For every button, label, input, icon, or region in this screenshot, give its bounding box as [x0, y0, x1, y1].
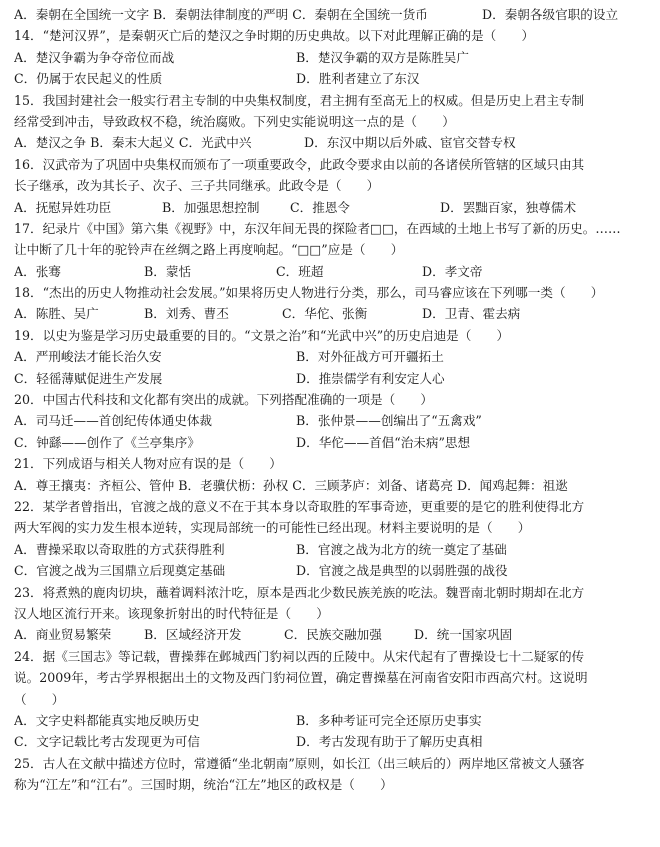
answer-option: B．刘秀、曹丕 — [144, 306, 229, 322]
question-text: 18．“杰出的历史人物推动社会发展。”如果将历史人物进行分类，那么，司马睿应该在下列哪一类（ ） — [14, 285, 604, 301]
text-line — [14, 197, 654, 218]
question-text: 汉人地区流行开来。该现象折射出的时代特征是（ ） — [14, 605, 329, 621]
text-line — [14, 646, 654, 667]
question-text: 25．古人在文献中描述方位时，常遵循“坐北朝南”原则，如长江（出三峡后的）两岸地区常被文人骚客 — [14, 755, 585, 771]
answer-option: D．官渡之战是典型的以弱胜强的战役 — [296, 563, 508, 579]
question-text: 20．中国古代科技和文化都有突出的成就。下列搭配准确的一项是（ ） — [14, 392, 434, 408]
text-line — [14, 346, 654, 367]
question-text: 称为“江左”和“江右”。三国时期，统治“江左”地区的政权是（ ） — [14, 777, 393, 793]
answer-option: B．多种考证可完全还原历史事实 — [296, 712, 482, 728]
answer-option: A．商业贸易繁荣 — [14, 627, 112, 643]
answer-option: B．对外征战方可开疆拓土 — [296, 349, 444, 365]
text-line — [14, 453, 654, 474]
text-line — [14, 710, 654, 731]
answer-option: D．华佗——首倡“治未病”思想 — [296, 434, 471, 450]
question-text: 两大军阀的实力发生根本逆转，实现局部统一的可能性已经出现。材料主要说明的是（ ） — [14, 520, 531, 536]
answer-option: A．张骞 — [14, 263, 61, 279]
answer-option: A．楚汉之争 B．秦末大起义 C．光武中兴 — [14, 135, 252, 151]
text-line — [14, 410, 654, 431]
question-text: 14．“楚河汉界”，是秦朝灭亡后的楚汉之争时期的历史典故。以下对此理解正确的是（ ） — [14, 28, 535, 44]
text-line — [14, 667, 654, 688]
exam-page — [14, 4, 654, 795]
question-text: 经常受到冲击，导致政权不稳，统治腐败。下列史实能说明这一点的是（ ） — [14, 113, 455, 129]
text-line — [14, 753, 654, 774]
answer-option: D．推崇儒学有利安定人心 — [296, 370, 445, 386]
text-line — [14, 47, 654, 68]
question-text: 21．下列成语与相关人物对应有误的是（ ） — [14, 456, 282, 472]
answer-option: B．区域经济开发 — [144, 627, 242, 643]
question-text: 24．据《三国志》等记载，曹操葬在邺城西门豹祠以西的丘陵中。从宋代起有了曹操设七十二疑冢的传 — [14, 648, 585, 664]
answer-option: A．陈胜、吴广 — [14, 306, 99, 322]
question-text: A．尊王攘夷：齐桓公、管仲 B．老骥伏枥：孙权 C．三顾茅庐：刘备、诸葛亮 D．闻鸡起舞：祖逖 — [14, 477, 568, 493]
answer-option: D．秦朝各级官职的设立 — [482, 7, 619, 22]
text-line — [14, 389, 654, 410]
text-line — [14, 689, 654, 710]
answer-option: D．东汉中期以后外戚、宦官交替专权 — [304, 135, 516, 151]
answer-option: A．文字史料都能真实地反映历史 — [14, 712, 200, 728]
answer-option: C．轻徭薄赋促进生产发展 — [14, 370, 163, 386]
answer-option: D．卫青、霍去病 — [422, 306, 521, 322]
text-line — [14, 154, 654, 175]
answer-option: C．推恩令 — [290, 199, 351, 215]
text-line — [14, 731, 654, 752]
question-text: 19．以史为鉴是学习历史最重要的目的。“文景之治”和“光武中兴”的历史启迪是（ ） — [14, 327, 510, 343]
text-line — [14, 517, 654, 538]
question-text: 22．某学者曾指出，官渡之战的意义不在于其本身以奇取胜的军事奇迹，更重要的是它的胜利使得北方 — [14, 498, 585, 514]
text-line — [14, 90, 654, 111]
question-text: 17．纪录片《中国》第六集《视野》中，东汉年间无畏的探险者□□，在西域的土地上书写了新的历史。…… — [14, 220, 621, 236]
question-text: 23．将煮熟的鹿肉切块，蘸着调料浓汁吃，原本是西北少数民族羌族的吃法。魏晋南北朝时期却在北方 — [14, 584, 585, 600]
answer-option: C．华佗、张衡 — [282, 306, 368, 322]
answer-option: C．仍属于农民起义的性质 — [14, 71, 163, 87]
text-line — [14, 368, 654, 389]
answer-option: C．官渡之战为三国鼎立后现奠定基础 — [14, 563, 226, 579]
answer-option: B．加强思想控制 — [162, 199, 260, 215]
text-line — [14, 132, 654, 153]
answer-option: D．孝文帝 — [422, 263, 483, 279]
answer-option: A．秦朝在全国统一文字 B．秦朝法律制度的严明 C．秦朝在全国统一货币 — [14, 7, 428, 22]
answer-option: A．曹操采取以奇取胜的方式获得胜利 — [14, 541, 225, 557]
question-text: 长子继承，改为其长子、次子、三子共同继承。此政令是（ ） — [14, 178, 380, 194]
text-line — [14, 624, 654, 645]
question-text: 让中断了几十年的驼铃声在丝绸之路上再度响起。“□□”应是（ ） — [14, 242, 404, 258]
text-line — [14, 175, 654, 196]
text-line — [14, 432, 654, 453]
text-line — [14, 25, 654, 46]
text-line — [14, 539, 654, 560]
text-line — [14, 68, 654, 89]
text-line — [14, 325, 654, 346]
text-line — [14, 303, 654, 324]
question-text: 15．我国封建社会一般实行君主专制的中央集权制度，君主拥有至高无上的权威。但是历史上君主专制 — [14, 92, 585, 108]
answer-option: A．楚汉争霸为争夺帝位而战 — [14, 49, 175, 65]
answer-option: D．罢黜百家，独尊儒术 — [440, 199, 577, 215]
answer-option: B．官渡之战为北方的统一奠定了基础 — [296, 541, 507, 557]
text-line — [14, 111, 654, 132]
answer-option: D．胜利者建立了东汉 — [296, 71, 420, 87]
answer-option: B．蒙恬 — [144, 263, 192, 279]
text-line — [14, 496, 654, 517]
answer-option: A．严刑峻法才能长治久安 — [14, 349, 162, 365]
text-line — [14, 475, 654, 496]
answer-option: D．考古发现有助于了解历史真相 — [296, 734, 483, 750]
answer-option: C．班超 — [276, 263, 324, 279]
answer-option: B．张仲景——创编出了“五禽戏” — [296, 413, 482, 429]
text-line — [14, 261, 654, 282]
answer-option: D．统一国家巩固 — [414, 627, 513, 643]
text-line — [14, 4, 654, 25]
answer-option: A．司马迁——首创纪传体通史体裁 — [14, 413, 213, 429]
answer-option: C．钟繇——创作了《兰亭集序》 — [14, 434, 200, 450]
text-line — [14, 239, 654, 260]
text-line — [14, 582, 654, 603]
answer-option: C．文字记载比考古发现更为可信 — [14, 734, 200, 750]
answer-option: C．民族交融加强 — [284, 627, 382, 643]
text-line — [14, 560, 654, 581]
answer-option: B．楚汉争霸的双方是陈胜吴广 — [296, 49, 469, 65]
question-text: 16．汉武帝为了巩固中央集权而颁布了一项重要政令，此政令要求由以前的各诸侯所管辖的区域只由其 — [14, 156, 585, 172]
text-line — [14, 282, 654, 303]
text-line — [14, 774, 654, 795]
answer-option: A．抚慰异姓功臣 — [14, 199, 112, 215]
text-line — [14, 603, 654, 624]
text-line — [14, 218, 654, 239]
question-text: （ ） — [14, 691, 65, 707]
question-text: 说。2009年，考古学界根据出土的文物及西门豹祠位置，确定曹操墓在河南省安阳市西高穴村。这说明 — [14, 670, 588, 686]
